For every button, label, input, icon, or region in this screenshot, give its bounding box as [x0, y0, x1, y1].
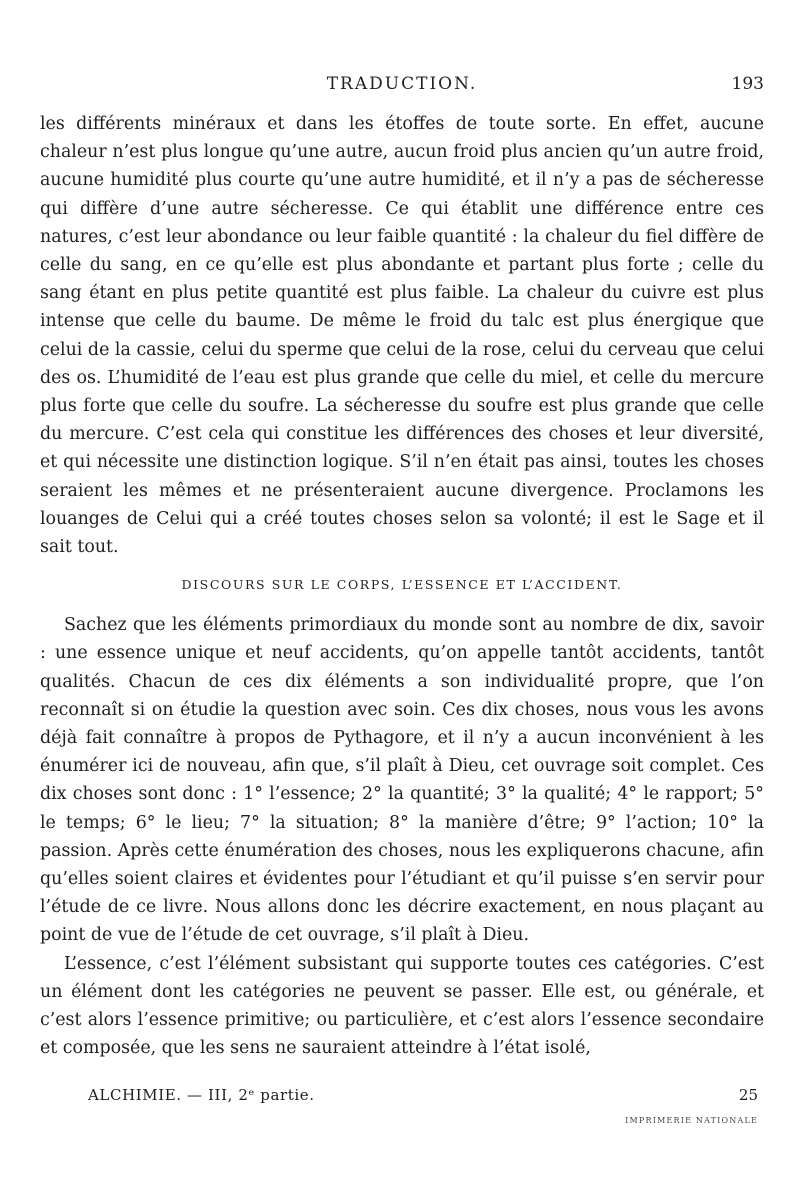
paragraph-essence: L’essence, c’est l’élément subsistant qui supporte toutes ces catégories. C’est un élément dont les catégories ne peuvent se passer. Elle est, ou générale, et c’est alors l’essence primitive; ou particulière, et c’est alors l’essence secondaire et composée, que les sens ne sauraient atteindre à l’état isolé,	[40, 953, 764, 1059]
paragraph-continued: les différents minéraux et dans les étoffes de toute sorte. En effet, aucune chaleur n’est plus longue qu’une autre, aucun froid plus ancien qu’un autre froid, aucune humidité plus courte qu’une autre humidité, et il n’y a pas de sécheresse qui diffère d’une autre sécheresse. Ce qui établit une différence entre ces natures, c’est leur abondance ou leur faible quantité : la chaleur du fiel diffère de celle du sang, en ce qu’elle est plus abondante et partant plus forte ; celle du sang étant en plus petite quantité est plus faible. La chaleur du cuivre est plus intense que celle du baume. De même le froid du talc est plus énergique que celui de la cassie, celui du sperme que celui de la rose, celui du cerveau que celui des os. L’humidité de l’eau est plus grande que celle du miel, et celle du mercure plus forte que celle du soufre. La sécheresse du soufre est plus grande que celle du mercure. C’est cela qui constitue les différences des choses et leur diversité, et qui nécessite une distinction logique. S’il n’en était pas ainsi, toutes les choses seraient les mêmes et ne présenteraient aucune divergence. Proclamons les louanges de Celui qui a créé toutes choses selon sa volonté; il est le Sage et il sait tout.	[40, 114, 764, 558]
body-text	[40, 110, 764, 1063]
running-title: TRADUCTION.	[326, 74, 478, 94]
running-head	[40, 74, 764, 102]
signature-number: 25	[738, 1086, 758, 1104]
page-footer	[88, 1086, 758, 1146]
signature-mark: ALCHIMIE. — III, 2ᵉ partie.	[88, 1086, 315, 1104]
printer-mark: IMPRIMERIE NATIONALE	[625, 1116, 758, 1125]
section-heading: DISCOURS SUR LE CORPS, L’ESSENCE ET L’ACCIDENT.	[181, 577, 623, 593]
page-number: 193	[731, 74, 764, 94]
paragraph-elements: Sachez que les éléments primordiaux du monde sont au nombre de dix, savoir : une essence unique et neuf accidents, qu’on appelle tantôt accidents, tantôt qualités. Chacun de ces dix éléments a son individualité propre, que l’on reconnaît si on étudie la question avec soin. Ces dix choses, nous vous les avons déjà fait connaître à propos de Pythagore, et il n’y a aucun inconvénient à les énumérer ici de nouveau, afin que, s’il plaît à Dieu, cet ouvrage soit complet. Ces dix choses sont donc : 1° l’essence; 2° la quantité; 3° la qualité; 4° le rapport; 5° le temps; 6° le lieu; 7° la situation; 8° la manière d’être; 9° l’action; 10° la passion. Après cette énumération des choses, nous les expliquerons chacune, afin qu’elles soient claires et évidentes pour l’étudiant et qu’il puisse s’en servir pour l’étude de ce livre. Nous allons donc les décrire exactement, en nous plaçant au point de vue de l’étude de cet ouvrage, s’il plaît à Dieu.	[40, 615, 764, 946]
